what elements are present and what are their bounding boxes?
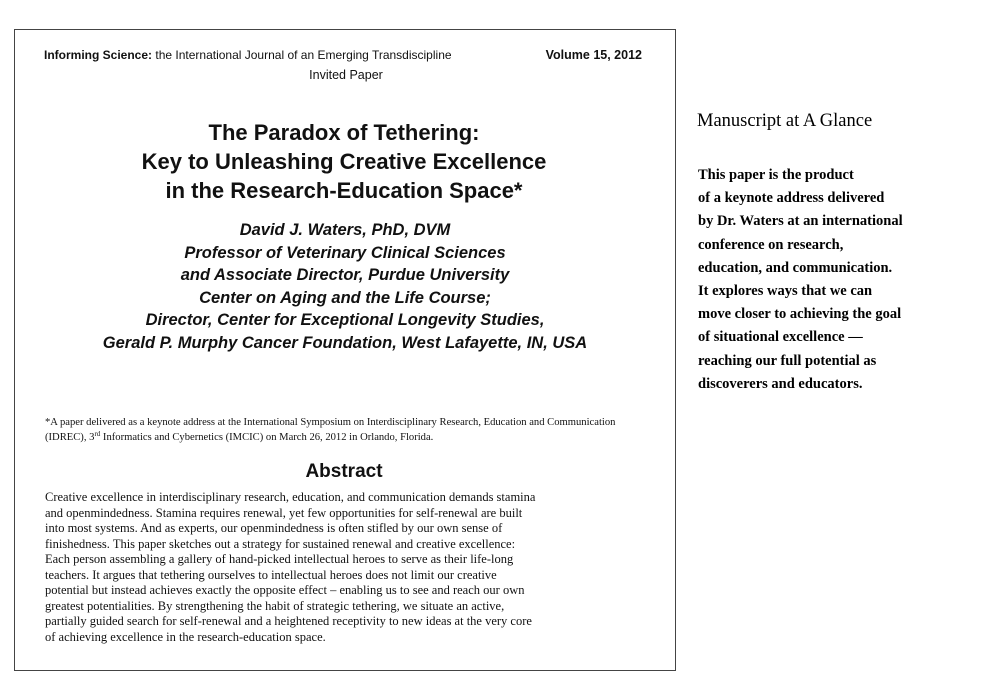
paper-title-line: in the Research-Education Space* <box>165 178 523 203</box>
footnote-text-part2: Informatics and Cybernetics (IMCIC) on March 26, 2012 in Orlando, Florida. <box>100 432 434 443</box>
glance-line: This paper is the product <box>698 167 854 183</box>
glance-title: Manuscript at A Glance <box>697 111 873 131</box>
abstract-line: greatest potentialities. By strengthening the habit of strategic tethering, we situate an active, <box>45 598 505 613</box>
author-line: David J. Waters, PhD, DVM <box>239 221 451 239</box>
abstract-heading: Abstract <box>305 461 383 482</box>
abstract-line: partially guided search for self-renewal and a heightened receptivity to new ideas at the very core <box>45 614 532 628</box>
paper-type: Invited Paper <box>309 68 383 82</box>
journal-name <box>44 48 452 62</box>
glance-line: It explores ways that we can <box>698 283 873 300</box>
abstract-line: teachers. It argues that tethering ourselves to intellectual heroes does not limit our creative <box>45 567 497 582</box>
glance-line: of a keynote address delivered <box>698 190 885 207</box>
title-footnote <box>45 415 655 445</box>
author-line: Gerald P. Murphy Cancer Foundation, West Lafayette, IN, USA <box>102 333 588 352</box>
author-line: Center on Aging and the Life Course; <box>199 288 491 307</box>
paper-title-line: The Paradox of Tethering: <box>208 120 480 145</box>
glance-summary <box>698 164 903 396</box>
glance-line: education, and communication. <box>698 259 893 276</box>
abstract-body <box>45 490 665 645</box>
abstract-line: and openmindedness. Stamina requires renewal, yet few opportunities for self-renewal are built <box>45 505 523 520</box>
glance-line: discoverers and educators. <box>698 375 863 392</box>
paper-title <box>15 118 673 205</box>
paper-title-line: Key to Unleashing Creative Excellence <box>141 149 547 174</box>
abstract-line: into most systems. And as experts, our openmindedness is often stifled by our own sense of <box>45 521 503 535</box>
journal-volume: Volume 15, 2012 <box>545 48 642 62</box>
glance-line: by Dr. Waters at an international <box>698 213 903 230</box>
glance-line: move closer to achieving the goal <box>698 306 902 323</box>
glance-line: reaching our full potential as <box>698 352 877 369</box>
paper-page <box>14 29 676 671</box>
author-line: Professor of Veterinary Clinical Sciences <box>184 243 506 262</box>
footnote-superscript: rd <box>94 430 101 438</box>
abstract-line: finishedness. This paper sketches out a strategy for sustained renewal and creative excellence: <box>45 536 516 551</box>
author-line: Director, Center for Exceptional Longevity Studies, <box>145 311 545 329</box>
author-affiliation <box>15 219 675 354</box>
glance-line: conference on research, <box>698 236 844 253</box>
abstract-line: Creative excellence in interdisciplinary research, education, and communication demands stamina <box>45 490 536 504</box>
abstract-line: Each person assembling a gallery of hand-picked intellectual heroes to serve as their life-long <box>45 552 514 566</box>
author-line: and Associate Director, Purdue University <box>180 266 510 284</box>
footnote-text-part1: *A paper delivered as a keynote address at the International Symposium on Interdisciplinary Research, Education and Communication (IDREC), 3 <box>45 417 616 443</box>
abstract-line: potential but instead achieves exactly the opposite effect – enabling us to see and reach our own <box>45 583 525 597</box>
glance-line: of situational excellence — <box>698 329 863 346</box>
abstract-line: of achieving excellence in the research-education space. <box>45 629 326 644</box>
journal-name-bold: Informing Science: <box>44 48 153 62</box>
journal-name-rest: the International Journal of an Emerging Transdiscipline <box>152 48 452 62</box>
